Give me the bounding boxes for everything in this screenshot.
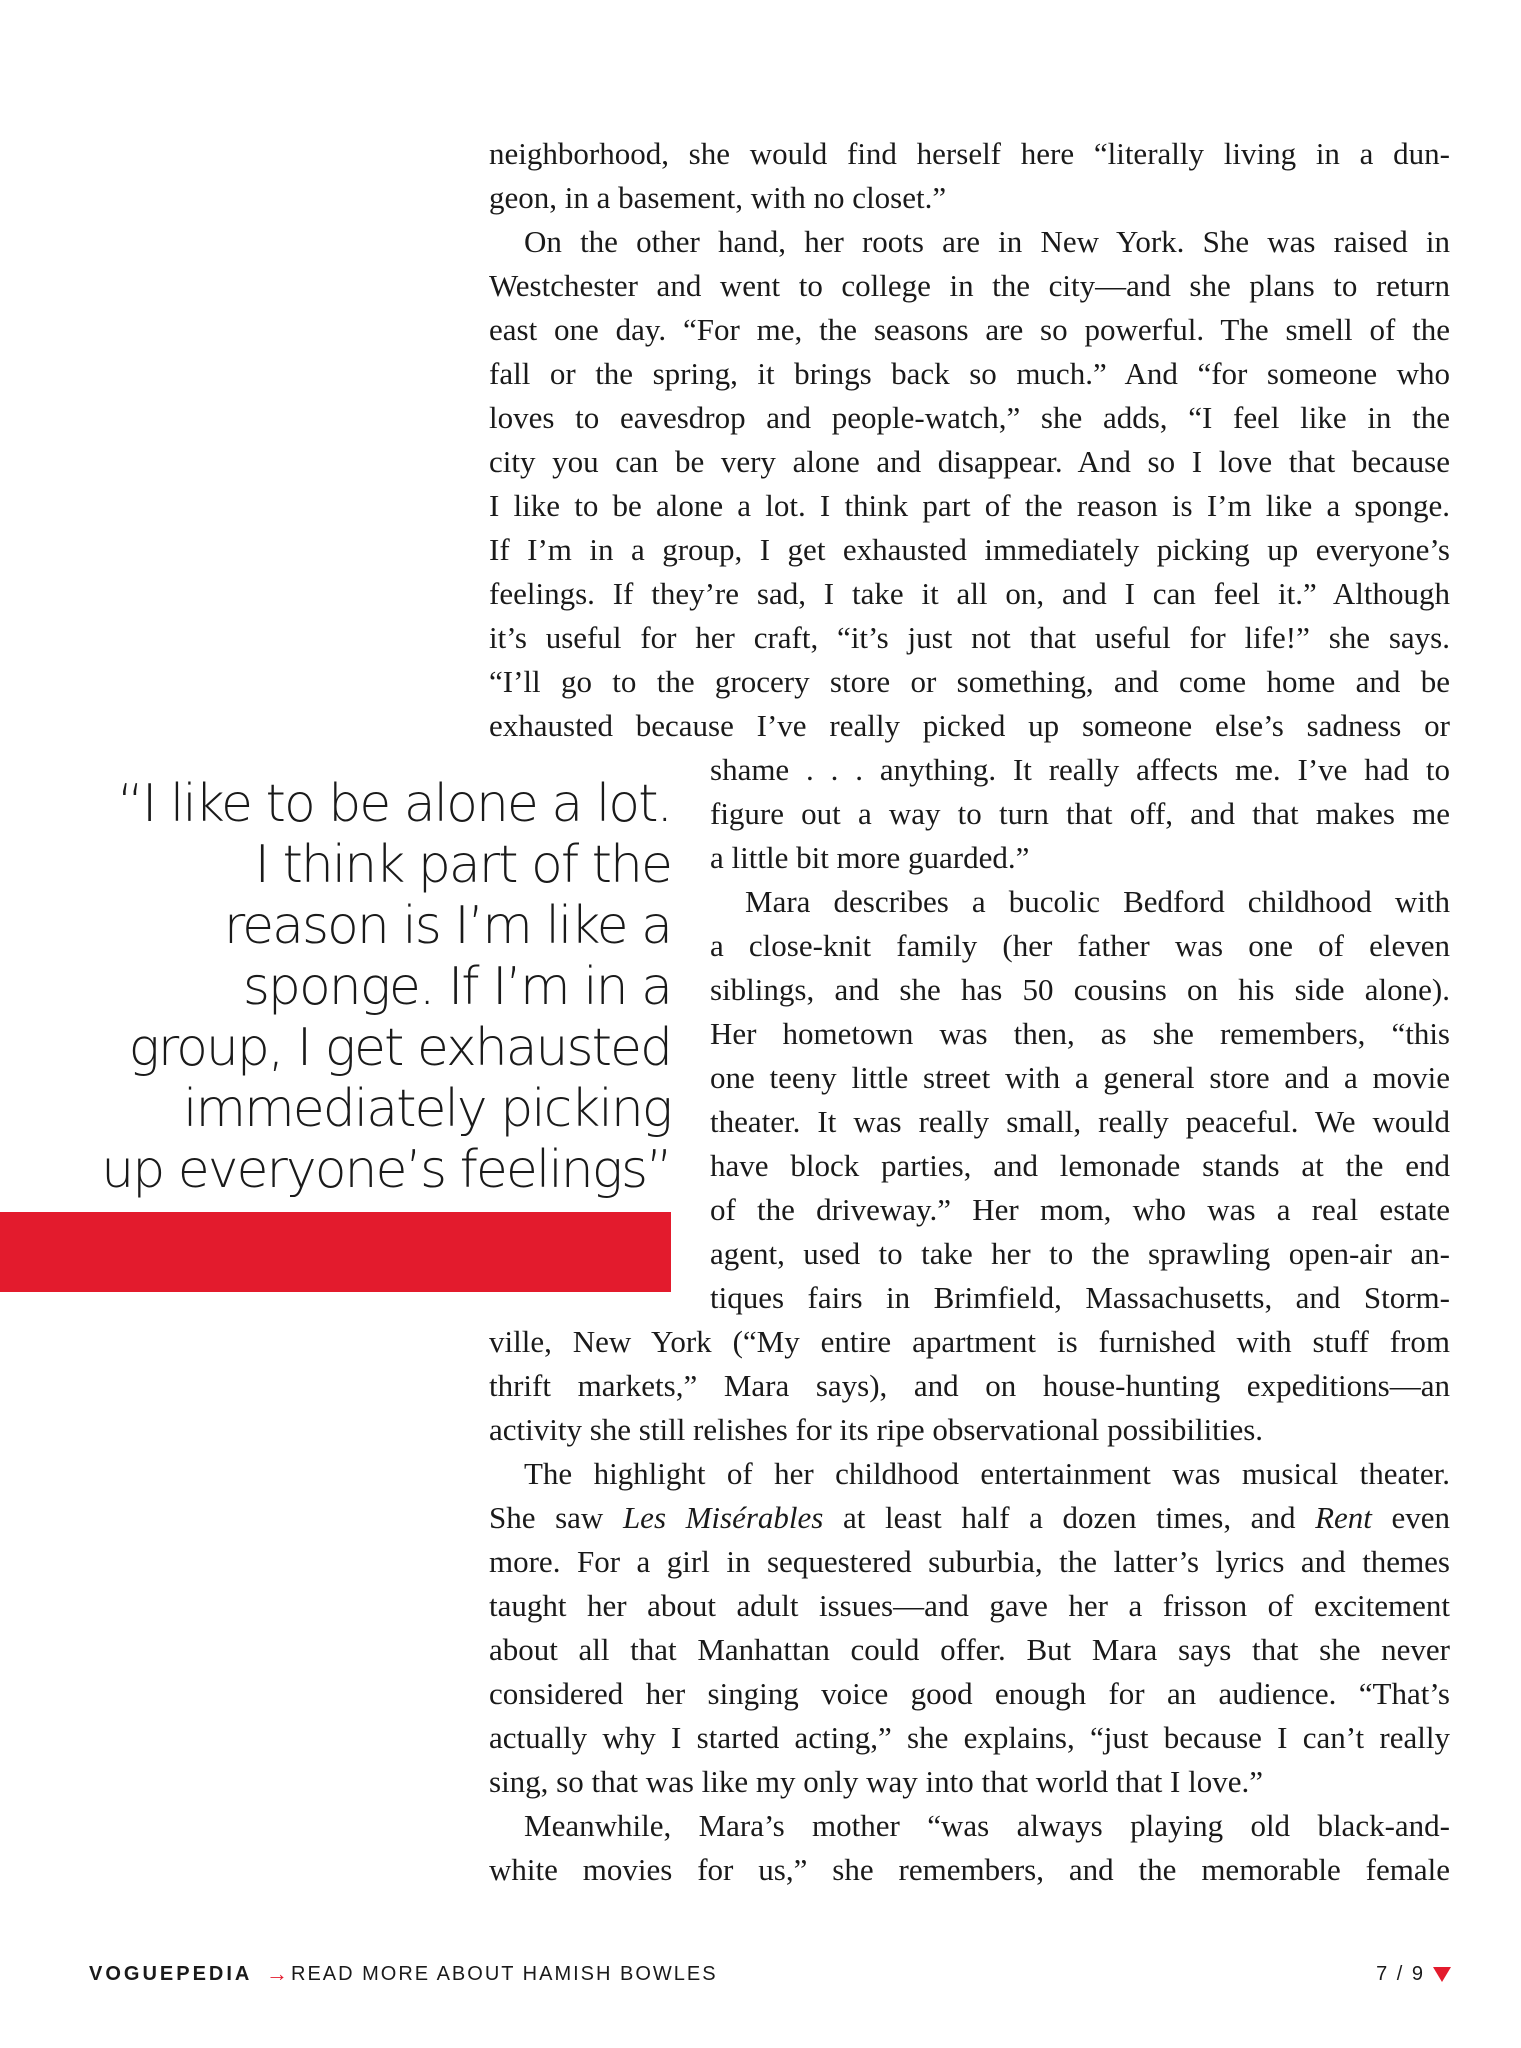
article-line: about all that Manhattan could offer. But Mara says that she never xyxy=(489,1632,1450,1667)
text-span: even xyxy=(1371,1500,1451,1535)
page-footer xyxy=(0,1955,1521,1995)
page-indicator: 7 / 9 xyxy=(1376,1963,1425,1985)
work-title: Les Misérables xyxy=(622,1500,824,1535)
article-line: have block parties, and lemonade stands at the end xyxy=(710,1148,1450,1183)
footer-brand: VOGUEPEDIA xyxy=(89,1963,253,1985)
article-line: taught her about adult issues—and gave her a frisson of excitement xyxy=(489,1588,1450,1623)
article-line: Meanwhile, Mara’s mother “was always playing old black-and- xyxy=(524,1808,1450,1843)
article-line: Her hometown was then, as she remembers, “this xyxy=(710,1016,1450,1051)
article-line: Westchester and went to college in the city—and she plans to return xyxy=(489,268,1450,303)
pull-quote-line: immediately picking xyxy=(183,1079,671,1139)
article-line: white movies for us,” she remembers, and the memorable female xyxy=(489,1852,1450,1887)
article-line: Mara describes a bucolic Bedford childhood with xyxy=(745,884,1450,919)
article-line: exhausted because I’ve really picked up someone else’s sadness or xyxy=(489,708,1450,743)
article-line: thrift markets,” Mara says), and on house-hunting expeditions—an xyxy=(489,1368,1450,1403)
pull-quote-line: sponge. If I’m in a xyxy=(242,957,671,1017)
pull-quote xyxy=(31,774,671,1201)
arrow-right-icon: → xyxy=(266,1961,288,1986)
article-line: shame . . . anything. It really affects me. I’ve had to xyxy=(710,752,1450,787)
article-line: east one day. “For me, the seasons are so powerful. The smell of the xyxy=(489,312,1450,347)
article-line: On the other hand, her roots are in New York. She was raised in xyxy=(524,224,1450,259)
article-line: of the driveway.” Her mom, who was a real estate xyxy=(710,1192,1450,1227)
article-line: siblings, and she has 50 cousins on his side alone). xyxy=(710,972,1450,1007)
article-line: a close-knit family (her father was one of eleven xyxy=(710,928,1450,963)
article-line: activity she still relishes for its ripe observational possibilities. xyxy=(489,1412,1264,1447)
article-line: geon, in a basement, with no closet.” xyxy=(489,180,947,215)
article-line xyxy=(489,1496,1450,1540)
article-line: feelings. If they’re sad, I take it all on, and I can feel it.” Although xyxy=(489,576,1450,611)
triangle-down-icon[interactable] xyxy=(1433,1967,1451,1982)
pull-quote-line: reason is I’m like a xyxy=(223,896,671,956)
article-line: agent, used to take her to the sprawling open-air an- xyxy=(710,1236,1450,1271)
article-line: sing, so that was like my only way into that world that I love.” xyxy=(489,1764,1264,1799)
text-span: at least half a dozen times, and xyxy=(823,1500,1316,1535)
article-line: it’s useful for her craft, “it’s just not that useful for life!” she says. xyxy=(489,620,1450,655)
article-line: figure out a way to turn that off, and that makes me xyxy=(710,796,1450,831)
pull-quote-line: I think part of the xyxy=(254,835,671,895)
read-more-link[interactable]: READ MORE ABOUT HAMISH BOWLES xyxy=(291,1963,718,1985)
article-line: more. For a girl in sequestered suburbia, the latter’s lyrics and themes xyxy=(489,1544,1450,1579)
article-line: The highlight of her childhood entertainment was musical theater. xyxy=(524,1456,1450,1491)
article-line: a little bit more guarded.” xyxy=(710,840,1030,875)
article-line: neighborhood, she would find herself here “literally living in a dun- xyxy=(489,136,1450,171)
article-line: one teeny little street with a general store and a movie xyxy=(710,1060,1450,1095)
article-line: ville, New York (“My entire apartment is furnished with stuff from xyxy=(489,1324,1450,1359)
article-line: theater. It was really small, really peaceful. We would xyxy=(710,1104,1450,1139)
pull-quote-line: group, I get exhausted xyxy=(128,1018,671,1078)
article-line: loves to eavesdrop and people-watch,” she adds, “I feel like in the xyxy=(489,400,1450,435)
article-line: city you can be very alone and disappear. And so I love that because xyxy=(489,444,1450,479)
work-title: Rent xyxy=(1315,1500,1372,1535)
article-line: fall or the spring, it brings back so much.” And “for someone who xyxy=(489,356,1450,391)
article-line: considered her singing voice good enough for an audience. “That’s xyxy=(489,1676,1450,1711)
article-line: I like to be alone a lot. I think part of the reason is I’m like a sponge. xyxy=(489,488,1450,523)
pull-quote-line: “I like to be alone a lot. xyxy=(117,774,671,834)
article-line: actually why I started acting,” she explains, “just because I can’t really xyxy=(489,1720,1450,1755)
article-line: “I’ll go to the grocery store or something, and come home and be xyxy=(489,664,1450,699)
text-span: She saw xyxy=(489,1500,623,1535)
article-line: If I’m in a group, I get exhausted immediately picking up everyone’s xyxy=(489,532,1450,567)
pull-quote-line: up everyone’s feelings” xyxy=(101,1140,671,1200)
accent-red-bar xyxy=(0,1212,671,1292)
article-line: tiques fairs in Brimfield, Massachusetts, and Storm- xyxy=(710,1280,1450,1315)
